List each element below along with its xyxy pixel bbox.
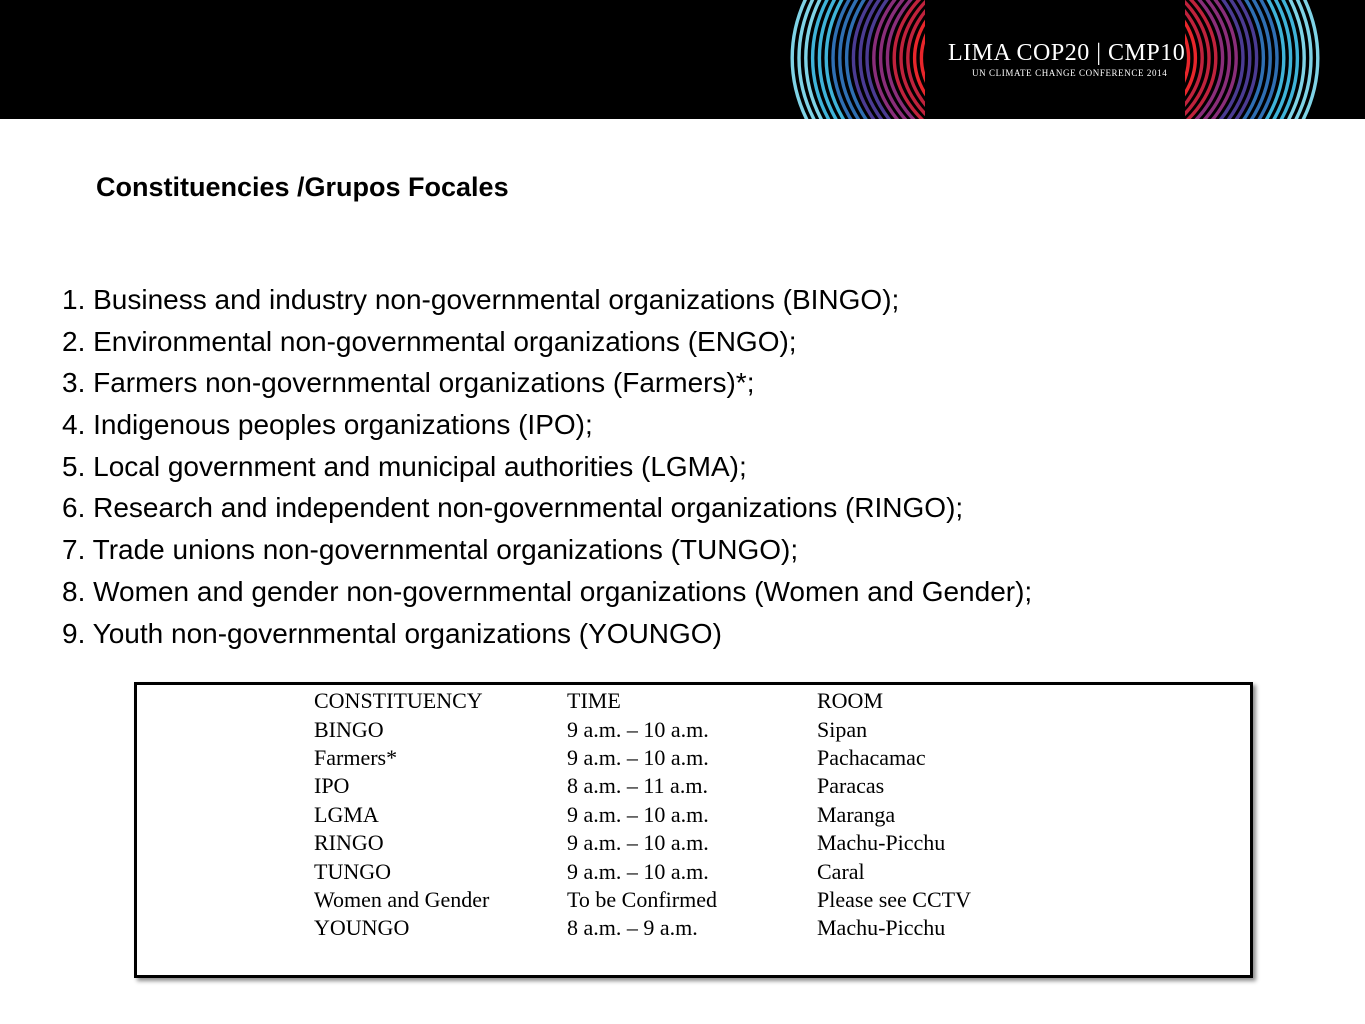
cell-time: 9 a.m. – 10 a.m. — [567, 830, 709, 856]
cell-constituency: BINGO — [314, 716, 384, 742]
table-row — [314, 914, 1037, 942]
cell-constituency: LGMA — [314, 801, 379, 827]
cell-constituency: TUNGO — [314, 858, 391, 884]
table-header-row — [314, 687, 1037, 715]
cell-time: 9 a.m. – 10 a.m. — [567, 744, 709, 770]
cell-room: Paracas — [817, 773, 885, 799]
list-item: 9. Youth non-governmental organizations (YOUNGO) — [62, 617, 722, 649]
cell-constituency: IPO — [314, 773, 350, 799]
list-item: 3. Farmers non-governmental organizations (Farmers)*; — [62, 367, 755, 399]
list-item: 4. Indigenous peoples organizations (IPO); — [62, 409, 593, 441]
cell-room: Maranga — [817, 801, 896, 827]
list-item: 5. Local government and municipal authorities (LGMA); — [62, 450, 747, 482]
list-item: 8. Women and gender non-governmental organizations (Women and Gender); — [62, 575, 1033, 607]
cell-time: 9 a.m. – 10 a.m. — [567, 801, 709, 827]
table-row — [314, 829, 1037, 857]
logo-subtitle: UN CLIMATE CHANGE CONFERENCE 2014 — [972, 68, 1168, 78]
constituency-list — [62, 281, 1032, 656]
cell-constituency: Farmers* — [314, 744, 398, 770]
cell-time: 9 a.m. – 10 a.m. — [567, 858, 709, 884]
cell-room: Pachacamac — [817, 744, 926, 770]
header-banner — [0, 0, 1365, 119]
table-row — [314, 744, 1037, 772]
cell-time: 8 a.m. – 11 a.m. — [567, 773, 708, 799]
list-item: 6. Research and independent non-governmental organizations (RINGO); — [62, 492, 964, 524]
cell-time: 8 a.m. – 9 a.m. — [567, 915, 698, 941]
cell-constituency: Women and Gender — [314, 886, 490, 912]
list-item: 2. Environmental non-governmental organizations (ENGO); — [62, 325, 797, 357]
cell-room: Please see CCTV — [817, 886, 971, 912]
column-header-constituency: CONSTITUENCY — [314, 688, 483, 714]
list-item: 1. Business and industry non-governmental organizations (BINGO); — [62, 284, 900, 315]
schedule-table — [314, 687, 1037, 943]
table-row — [314, 772, 1037, 800]
schedule-table-frame — [134, 682, 1253, 978]
cell-room: Sipan — [817, 716, 868, 742]
cell-room: Machu-Picchu — [817, 915, 946, 941]
cell-time: 9 a.m. – 10 a.m. — [567, 716, 709, 742]
cell-time: To be Confirmed — [567, 886, 717, 912]
list-item: 7. Trade unions non-governmental organizations (TUNGO); — [62, 534, 799, 566]
table-row — [314, 801, 1037, 829]
logo-title: LIMA COP20 | CMP10 — [948, 40, 1186, 66]
cell-constituency: YOUNGO — [314, 915, 410, 941]
column-header-room: ROOM — [817, 688, 884, 714]
cell-room: Machu-Picchu — [817, 830, 946, 856]
column-header-time: TIME — [567, 688, 621, 714]
page-title: Constituencies /Grupos Focales — [96, 172, 509, 202]
table-row — [314, 886, 1037, 914]
table-row — [314, 715, 1037, 743]
table-row — [314, 857, 1037, 885]
cell-constituency: RINGO — [314, 830, 384, 856]
cell-room: Caral — [817, 858, 865, 884]
